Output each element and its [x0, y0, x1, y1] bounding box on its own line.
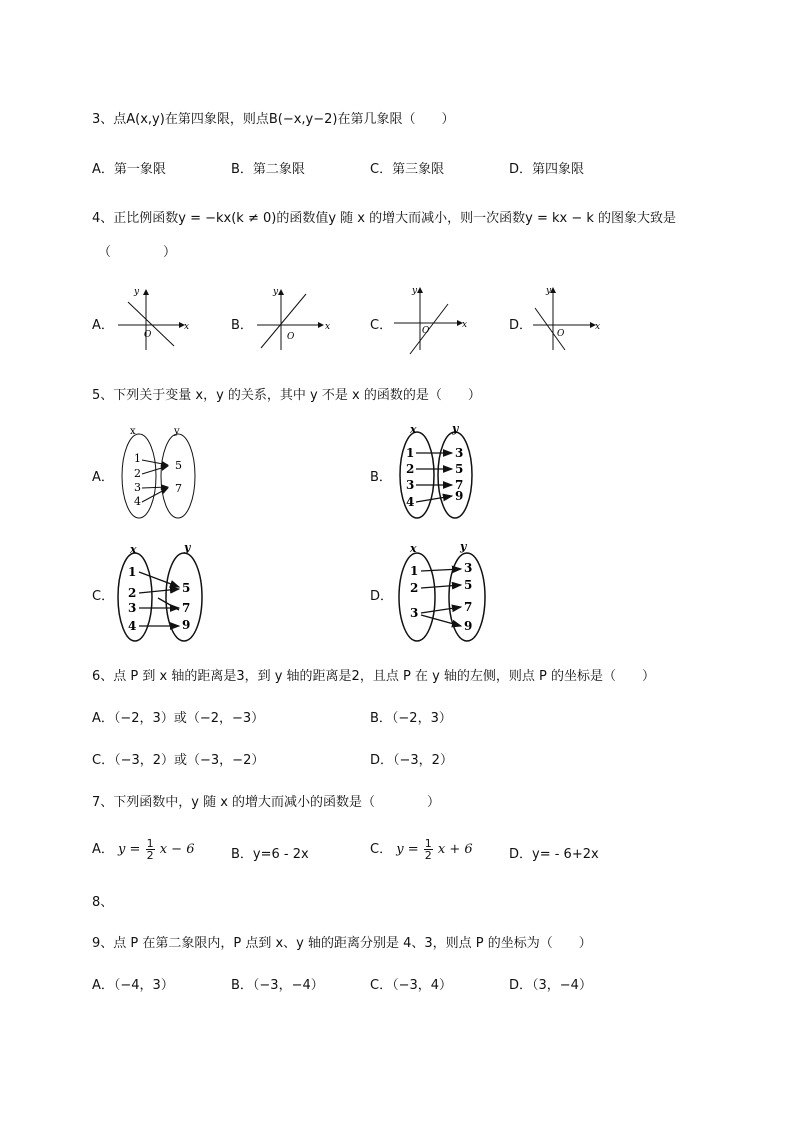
x-label: x [184, 322, 190, 332]
x-label: x [462, 320, 468, 330]
domain-item: 1 [406, 446, 415, 460]
range-ellipse [161, 434, 195, 518]
q4-stem-cont: （ ） [98, 245, 177, 260]
y-label: y [546, 286, 552, 296]
x-label: x [325, 322, 331, 332]
q6-option-a: A．（−2，3）或（−2，−3） [92, 711, 265, 726]
domain-item: 1 [134, 452, 141, 465]
range-item: 9 [455, 489, 464, 503]
q8-stem: 8、 [92, 895, 114, 910]
set-x-label: x [130, 426, 136, 437]
q4-graph-d [529, 284, 609, 356]
q7-option-a-lhs: y = [118, 842, 145, 857]
domain-item: 1 [410, 564, 419, 578]
q7-option-a-label: A． [92, 842, 114, 857]
q4-graph-b [251, 284, 336, 354]
domain-item: 3 [410, 606, 419, 620]
fraction [424, 838, 433, 861]
q6-option-b: B．（−2，3） [370, 711, 452, 726]
range-item: 9 [182, 618, 191, 632]
domain-item: 2 [134, 467, 141, 480]
q4-label-b: B． [231, 318, 253, 333]
q7-option-c-rhs: x + 6 [437, 842, 473, 857]
q7-option-c [370, 838, 473, 861]
range-item: 5 [182, 581, 191, 595]
range-item: 5 [455, 462, 464, 476]
q3-option-a: A．第一象限 [92, 162, 166, 177]
set-y-label: y [174, 426, 180, 437]
q4-label-c: C． [370, 318, 393, 333]
q7-option-c-label: C． [370, 842, 393, 857]
range-item: 3 [464, 561, 473, 575]
domain-item: 4 [406, 495, 415, 509]
y-label: y [134, 287, 140, 297]
q3-option-c: C．第三象限 [370, 162, 445, 177]
q5-stem: 5、下列关于变量 x，y 的关系，其中 y 不是 x 的函数的是（ ） [92, 388, 481, 403]
q7-option-a-rhs: x − 6 [159, 842, 195, 857]
q9-option-d: D．（3，−4） [509, 978, 592, 993]
domain-item: 2 [410, 581, 419, 595]
q3-option-b: B．第二象限 [231, 162, 305, 177]
set-x-label: x [410, 542, 417, 555]
fraction-numerator: 1 [146, 837, 154, 850]
q6-option-d: D．（−3，2） [370, 753, 453, 768]
range-item: 5 [464, 578, 473, 592]
q3-stem: 3、点A(x,y)在第四象限，则点B(−x,y−2)在第几象限（ ） [92, 112, 455, 127]
q6-option-c: C．（−3，2）或（−3，−2） [92, 753, 265, 768]
q4-stem: 4、正比例函数y = −kx(k ≠ 0)的函数值y 随 x 的增大而减小，则一次函数y = kx − k 的图象大致是 [92, 211, 677, 226]
range-item: 7 [175, 482, 182, 495]
domain-item: 3 [134, 481, 141, 494]
fraction-denominator: 2 [146, 849, 154, 862]
range-item: 7 [182, 601, 191, 615]
domain-item: 2 [406, 462, 415, 476]
range-item: 7 [455, 478, 464, 492]
range-item: 9 [464, 619, 473, 633]
q5-mapping-d [393, 540, 493, 644]
x-label: x [595, 322, 601, 332]
set-x-label: x [130, 543, 137, 556]
set-y-label: y [184, 541, 191, 554]
origin-label: O [144, 330, 152, 340]
q5-label-b: B． [370, 470, 392, 485]
y-label: y [412, 286, 418, 296]
domain-item: 4 [128, 619, 137, 633]
domain-item: 1 [128, 565, 137, 579]
set-y-label: y [452, 422, 459, 435]
domain-item: 3 [406, 478, 415, 492]
fraction [146, 838, 155, 861]
origin-label: O [557, 329, 565, 339]
q7-option-d: D．y= - 6+2x [509, 847, 599, 862]
origin-label: O [287, 332, 295, 342]
domain-item: 4 [134, 495, 141, 508]
domain-item: 2 [128, 586, 137, 600]
q9-option-a: A．（−4，3） [92, 978, 174, 993]
q4-label-a: A． [92, 318, 114, 333]
q7-option-a [92, 838, 194, 861]
q9-option-c: C．（−3，4） [370, 978, 453, 993]
y-label: y [273, 287, 279, 297]
q7-stem: 7、下列函数中，y 随 x 的增大而减小的函数是（ ） [92, 795, 441, 810]
q4-label-d: D． [509, 318, 533, 333]
range-item: 3 [455, 446, 464, 460]
q6-stem: 6、点 P 到 x 轴的距离是3，到 y 轴的距离是2，且点 P 在 y 轴的左侧，则点 P 的坐标是（ ） [92, 669, 655, 684]
fraction-numerator: 1 [424, 837, 432, 850]
set-x-label: x [410, 423, 417, 436]
function-line [261, 294, 306, 348]
q7-option-c-lhs: y = [396, 842, 423, 857]
origin-label: O [422, 326, 430, 336]
range-item: 7 [464, 600, 473, 614]
set-y-label: y [460, 540, 467, 553]
q9-stem: 9、点 P 在第二象限内，P 点到 x、y 轴的距离分别是 4、3，则点 P 的坐标为（ ） [92, 936, 592, 951]
q3-option-d: D．第四象限 [509, 162, 585, 177]
q9-option-b: B．（−3，−4） [231, 978, 324, 993]
q5-mapping-b [392, 422, 487, 522]
q5-label-c: C． [92, 589, 115, 604]
q5-mapping-a [112, 424, 207, 524]
fraction-denominator: 2 [424, 849, 432, 862]
domain-item: 3 [128, 601, 137, 615]
q5-label-a: A． [92, 470, 114, 485]
q5-label-d: D． [370, 589, 394, 604]
q4-graph-c [390, 284, 475, 356]
q4-graph-a [112, 284, 192, 354]
q5-mapping-c [113, 540, 208, 644]
range-item: 5 [175, 459, 182, 472]
q7-option-b: B．y=6 - 2x [231, 847, 309, 862]
